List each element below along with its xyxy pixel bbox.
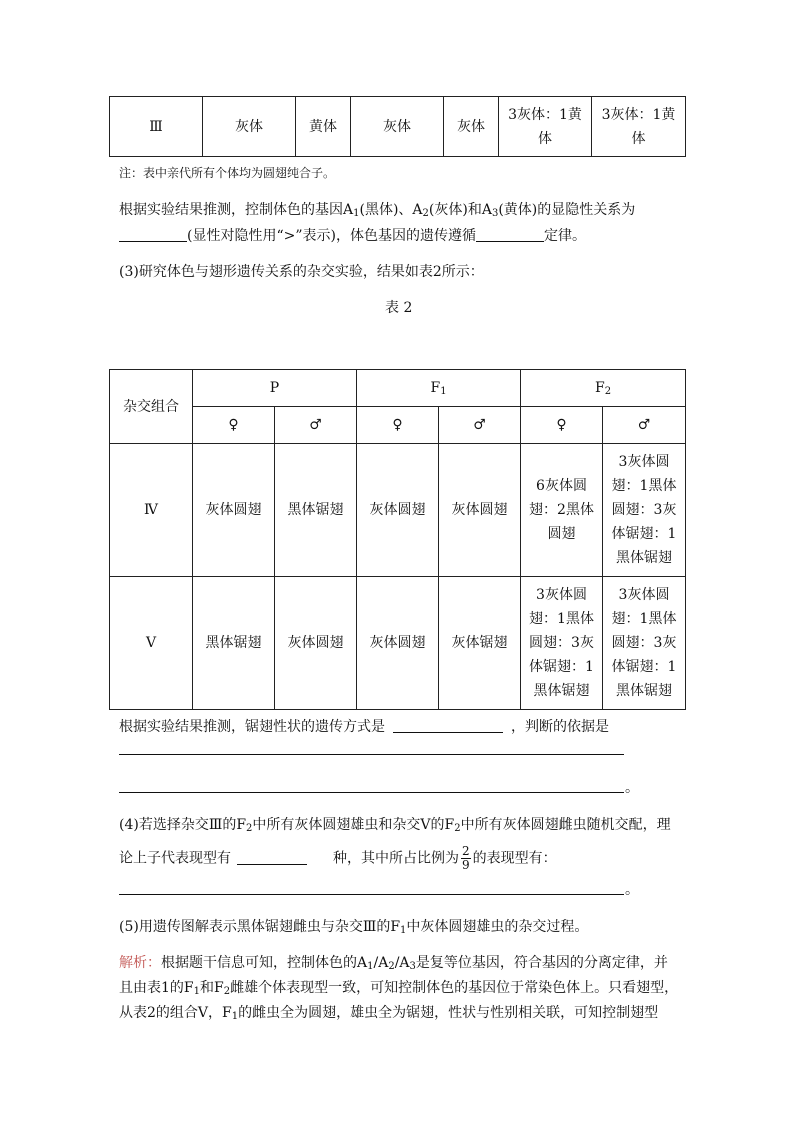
t2-cell: 灰体圆翅: [439, 444, 521, 577]
female-symbol: ♀: [357, 407, 439, 444]
answer-blank[interactable]: [119, 227, 187, 242]
q2-line2: (显性对隐性用“>”表示)，体色基因的遗传遵循 定律。: [119, 225, 586, 247]
q4-line1: (4)若选择杂交Ⅲ的$F_2$中所有灰体圆翅雄虫和杂交Ⅴ的$F_2$中所有灰体圆翅雌虫随机交配，理: [119, 817, 671, 834]
table-note: 注：表中亲代所有个体均为圆翅纯合子。: [119, 166, 336, 180]
t2-cell-ratio: 3灰体圆 翅：1黑体 圆翅：3灰 体锯翅：1 黑体锯翅: [521, 577, 603, 710]
analysis-label: 解析: [119, 955, 147, 971]
table-row: [110, 444, 686, 577]
answer-blank[interactable]: [393, 718, 503, 733]
t2-cell: 灰体锯翅: [439, 577, 521, 710]
answer-line[interactable]: [119, 754, 624, 755]
answer-blank[interactable]: [476, 227, 544, 242]
male-symbol: ♂: [275, 407, 357, 444]
t2-header-f1: $F_1$: [357, 370, 521, 407]
t2-group: Ⅳ: [110, 444, 193, 577]
q4-line2: 论上子代表现型有 种，其中所占比例为 $\frac{2}{9}$ 的表现型有：: [119, 844, 557, 872]
answer-line[interactable]: [119, 894, 624, 895]
q3-inheritance-line: 根据实验结果推测，锯翅性状的遗传方式是 ，判断的依据是: [119, 719, 609, 735]
t1-cell: 灰体: [351, 97, 444, 157]
t2-header-f2: $F_2$: [521, 370, 686, 407]
table2-title: 表 2: [385, 300, 413, 316]
t2-cell: 灰体圆翅: [357, 577, 439, 710]
answer-line[interactable]: [119, 792, 624, 793]
analysis-line3: 从表2的组合Ⅴ，$F_1$的雌虫全为圆翅，雄虫全为锯翅，性状与性别相关联，可知控制翅型: [119, 1005, 659, 1022]
t2-header-group: 杂交组合: [110, 370, 193, 444]
t2-cell: 灰体圆翅: [193, 444, 275, 577]
table-row: [110, 577, 686, 710]
t2-cell: 灰体圆翅: [357, 444, 439, 577]
q5-question: (5)用遗传图解表示黑体锯翅雌虫与杂交Ⅲ的$F_1$中灰体圆翅雄虫的杂交过程。: [119, 919, 589, 936]
female-symbol: ♀: [193, 407, 275, 444]
table1-fragment: [109, 96, 686, 157]
t1-cell: 灰体: [203, 97, 296, 157]
female-symbol: ♀: [521, 407, 603, 444]
t2-cell-ratio: 3灰体圆 翅：1黑体 圆翅：3灰 体锯翅：1 黑体锯翅: [603, 577, 686, 710]
period: 。: [625, 882, 639, 898]
t1-cell-ratio: 3灰体：1黄 体: [592, 97, 686, 157]
t2-cell-ratio: 3灰体圆 翅：1黑体 圆翅：3灰 体锯翅：1 黑体锯翅: [603, 444, 686, 577]
t2-cell: 灰体圆翅: [275, 577, 357, 710]
period: 。: [625, 780, 639, 796]
fraction: $\frac{2}{9}$: [462, 844, 470, 872]
t1-cell: 黄体: [296, 97, 351, 157]
t1-cell-ratio: 3灰体：1黄 体: [499, 97, 592, 157]
male-symbol: ♂: [439, 407, 521, 444]
analysis-line2: 且由表1的$F_1$和$F_2$雌雄个体表现型一致，可知控制体色的基因位于常染色体上。只看翅型，: [119, 980, 679, 997]
answer-blank[interactable]: [237, 850, 307, 865]
table2: [109, 369, 686, 710]
q3-intro: (3)研究体色与翅形遗传关系的杂交实验，结果如表2所示：: [119, 264, 484, 280]
analysis-line1: 解析：根据题干信息可知，控制体色的$A_1/A_2/A_3$是复等位基因，符合基因的分离定律，并: [119, 955, 668, 972]
q2-line1: 根据实验结果推测，控制体色的基因$A_1$(黑体)、$A_2$(灰体)和$A_3$(黄体)的显隐性关系为: [119, 202, 636, 219]
t2-header-p: P: [193, 370, 357, 407]
t1-cell-group: Ⅲ: [110, 97, 203, 157]
t1-cell: 灰体: [444, 97, 499, 157]
t2-group: Ⅴ: [110, 577, 193, 710]
t2-cell-ratio: 6灰体圆 翅：2黑体 圆翅: [521, 444, 603, 577]
male-symbol: ♂: [603, 407, 686, 444]
t2-cell: 黑体锯翅: [193, 577, 275, 710]
t2-cell: 黑体锯翅: [275, 444, 357, 577]
